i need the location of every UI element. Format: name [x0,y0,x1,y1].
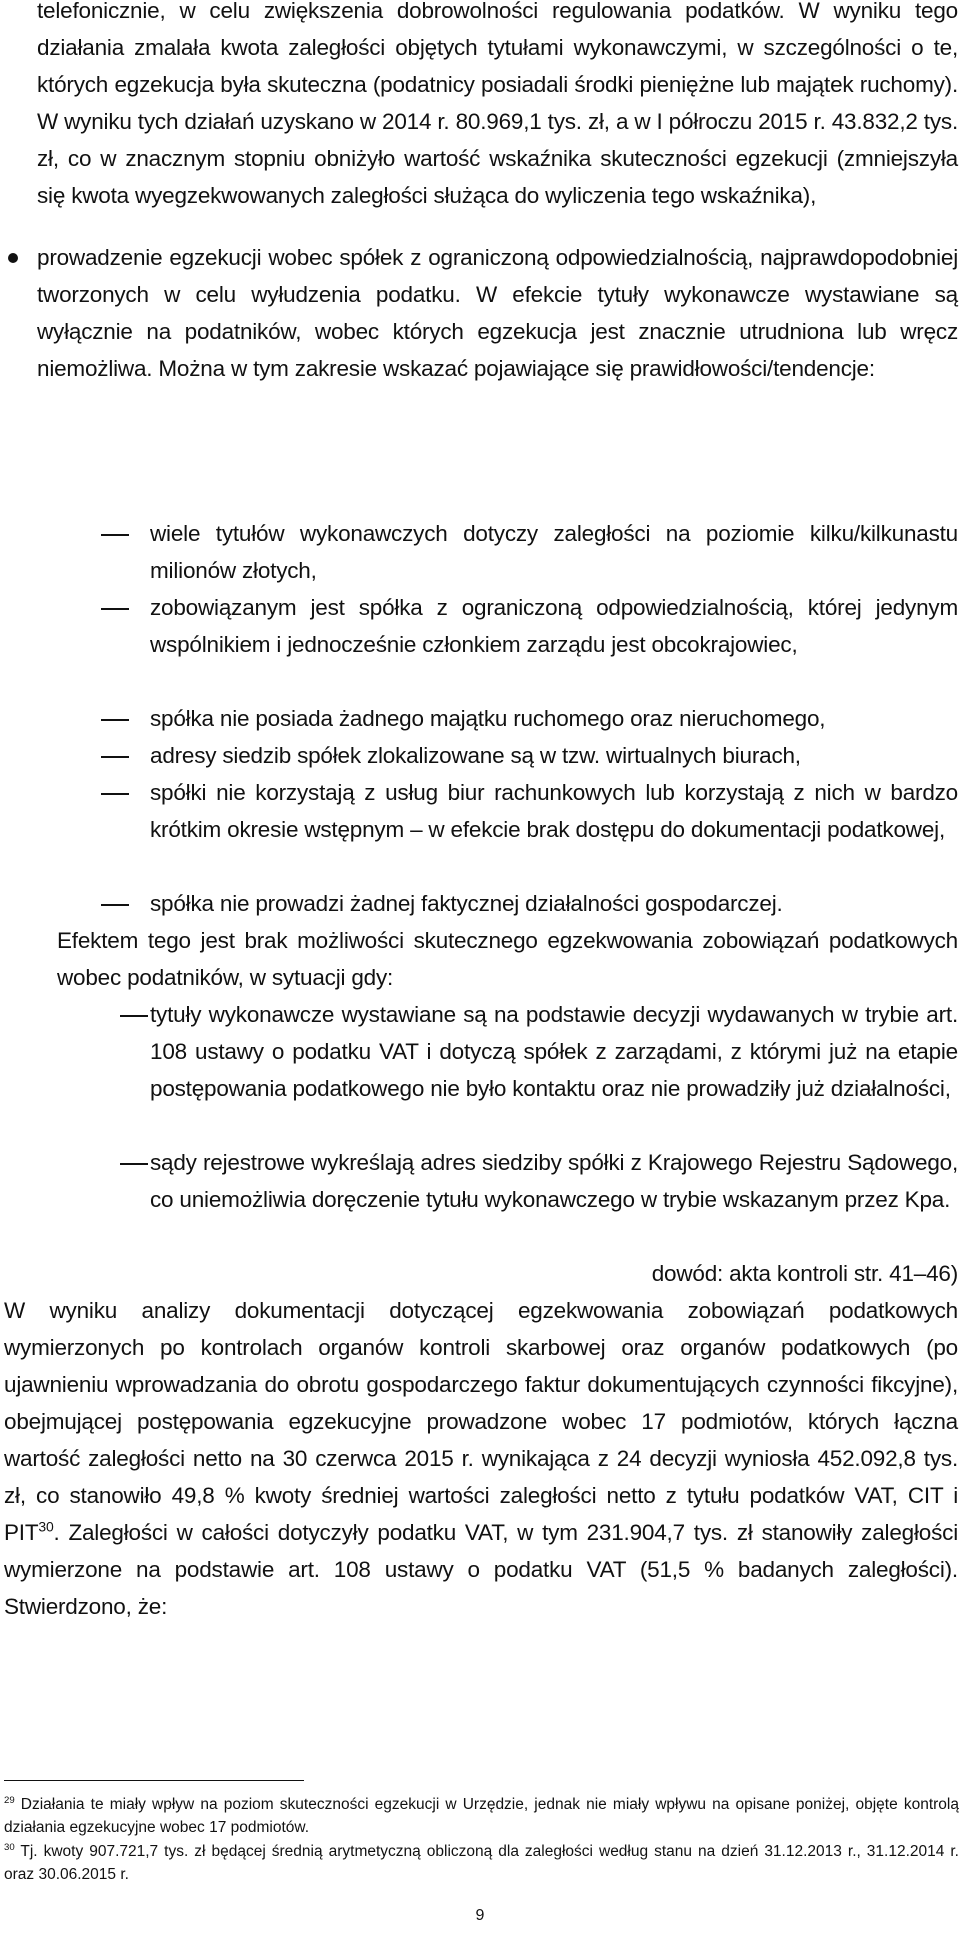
dash-item: adresy siedzib spółek zlokalizowane są w tzw. wirtualnych biurach, [150,743,801,768]
evidence-note: dowód: akta kontroli str. 41–46) [651,1261,958,1286]
analysis-text-1: W wyniku analizy dokumentacji dotyczącej egzekwowania zobowiązań podatkowych wymierzonych po kontrolach organów kontroli skarbowej oraz organów podatkowych (po ujawnieniu wprowadzania do obrotu gospodarczego faktur dokumentujących czynności fikcyjne), obejmującej postępowania egzekucyjne prowadzone wobec 17 podmiotów, których łączna wartość zaległości netto na 30 czerwca 2015 r. wynikająca z 24 decyzji wyniosła 452.092,8 tys. zł, co stanowiło 49,8 % kwoty średniej wartości zaległości netto z tytułu podatków VAT, CIT i PIT [4,1298,958,1545]
dash-item: sądy rejestrowe wykreślają adres siedziby spółki z Krajowego Rejestru Sądowego, co uniemożliwia doręczenie tytułu wykonawczego w trybie wskazanym przez Kpa. [150,1150,958,1212]
dash-item: wiele tytułów wykonawczych dotyczy zaległości na poziomie kilku/kilkunastu milionów złotych, [150,521,958,583]
dash-icon [120,1015,148,1017]
analysis-paragraph [4,1292,958,1625]
footnote-ref: 30 [38,1518,54,1535]
dash-item: spółka nie prowadzi żadnej faktycznej działalności gospodarczej. [150,891,783,916]
bullet-dot-icon [8,253,18,263]
dash-icon [101,793,129,795]
page-number: 9 [475,1907,485,1924]
intro-paragraph: telefonicznie, w celu zwiększenia dobrowolności regulowania podatków. W wyniku tego działania zmalała kwota zaległości objętych tytułami wykonawczymi, w szczególności o te, których egzekucja była skuteczna (podatnicy posiadali środki pieniężne lub majątek ruchomy). W wyniku tych działań uzyskano w 2014 r. 80.969,1 tys. zł, a w I półroczu 2015 r. 43.832,2 tys. zł, co w znacznym stopniu obniżyło wartość wskaźnika skuteczności egzekucji (zmniejszyła się kwota wyegzekwowanych zaległości służąca do wyliczenia tego wskaźnika), [37,0,958,208]
footnote-text: Działania te miały wpływ na poziom skuteczności egzekucji w Urzędzie, jednak nie miały wpływu na opisane poniżej, objęte kontrolą działania egzekucyjne wobec 17 podmiotów. [4,1796,959,1836]
dash-item: spółki nie korzystają z usług biur rachunkowych lub korzystają z nich w bardzo krótkim okresie wstępnym – w efekcie brak dostępu do dokumentacji podatkowej, [150,780,958,842]
dash-item: spółka nie posiada żadnego majątku ruchomego oraz nieruchomego, [150,706,826,731]
dash-item: zobowiązanym jest spółka z ograniczoną odpowiedzialnością, której jedynym wspólnikiem i jednocześnie członkiem zarządu jest obcokrajowiec, [150,595,958,657]
dash-icon [120,1163,148,1165]
footnote-number: 30 [4,1841,15,1853]
dash-icon [101,608,129,610]
dash-item: tytuły wykonawcze wystawiane są na podstawie decyzji wydawanych w trybie art. 108 ustawy o podatku VAT i dotyczą spółek z zarządami, z którymi już na etapie postępowania podatkowego nie było kontaktu oraz nie prowadziły już działalności, [150,1002,958,1101]
footnote [4,1793,959,1839]
footnote-number: 29 [4,1794,15,1806]
dash-icon [101,719,129,721]
bullet-item-text: prowadzenie egzekucji wobec spółek z ograniczoną odpowiedzialnością, najprawdopodobniej tworzonych w celu wyłudzenia podatku. W efekcie tytuły wykonawcze wystawiane są wyłącznie na podatników, wobec których egzekucja jest znacznie utrudniona lub wręcz niemożliwa. Można w tym zakresie wskazać pojawiające się prawidłowości/tendencje: [37,245,958,381]
dash-icon [101,756,129,758]
dash-icon [101,904,129,906]
footnote-text: Tj. kwoty 907.721,7 tys. zł będącej średnią arytmetyczną obliczoną dla zaległości według stanu na dzień 31.12.2013 r., 31.12.2014 r. oraz 30.06.2015 r. [4,1843,959,1883]
footnote [4,1840,959,1886]
effect-paragraph: Efektem tego jest brak możliwości skutecznego egzekwowania zobowiązań podatkowych wobec podatników, w sytuacji gdy: [57,928,958,990]
footnote-divider [4,1780,304,1781]
analysis-text-2: . Zaległości w całości dotyczyły podatku VAT, w tym 231.904,7 tys. zł stanowiły zaległości wymierzone na podstawie art. 108 ustawy o podatku VAT (51,5 % badanych zaległości). Stwierdzono, że: [4,1520,958,1619]
dash-icon [101,534,129,536]
